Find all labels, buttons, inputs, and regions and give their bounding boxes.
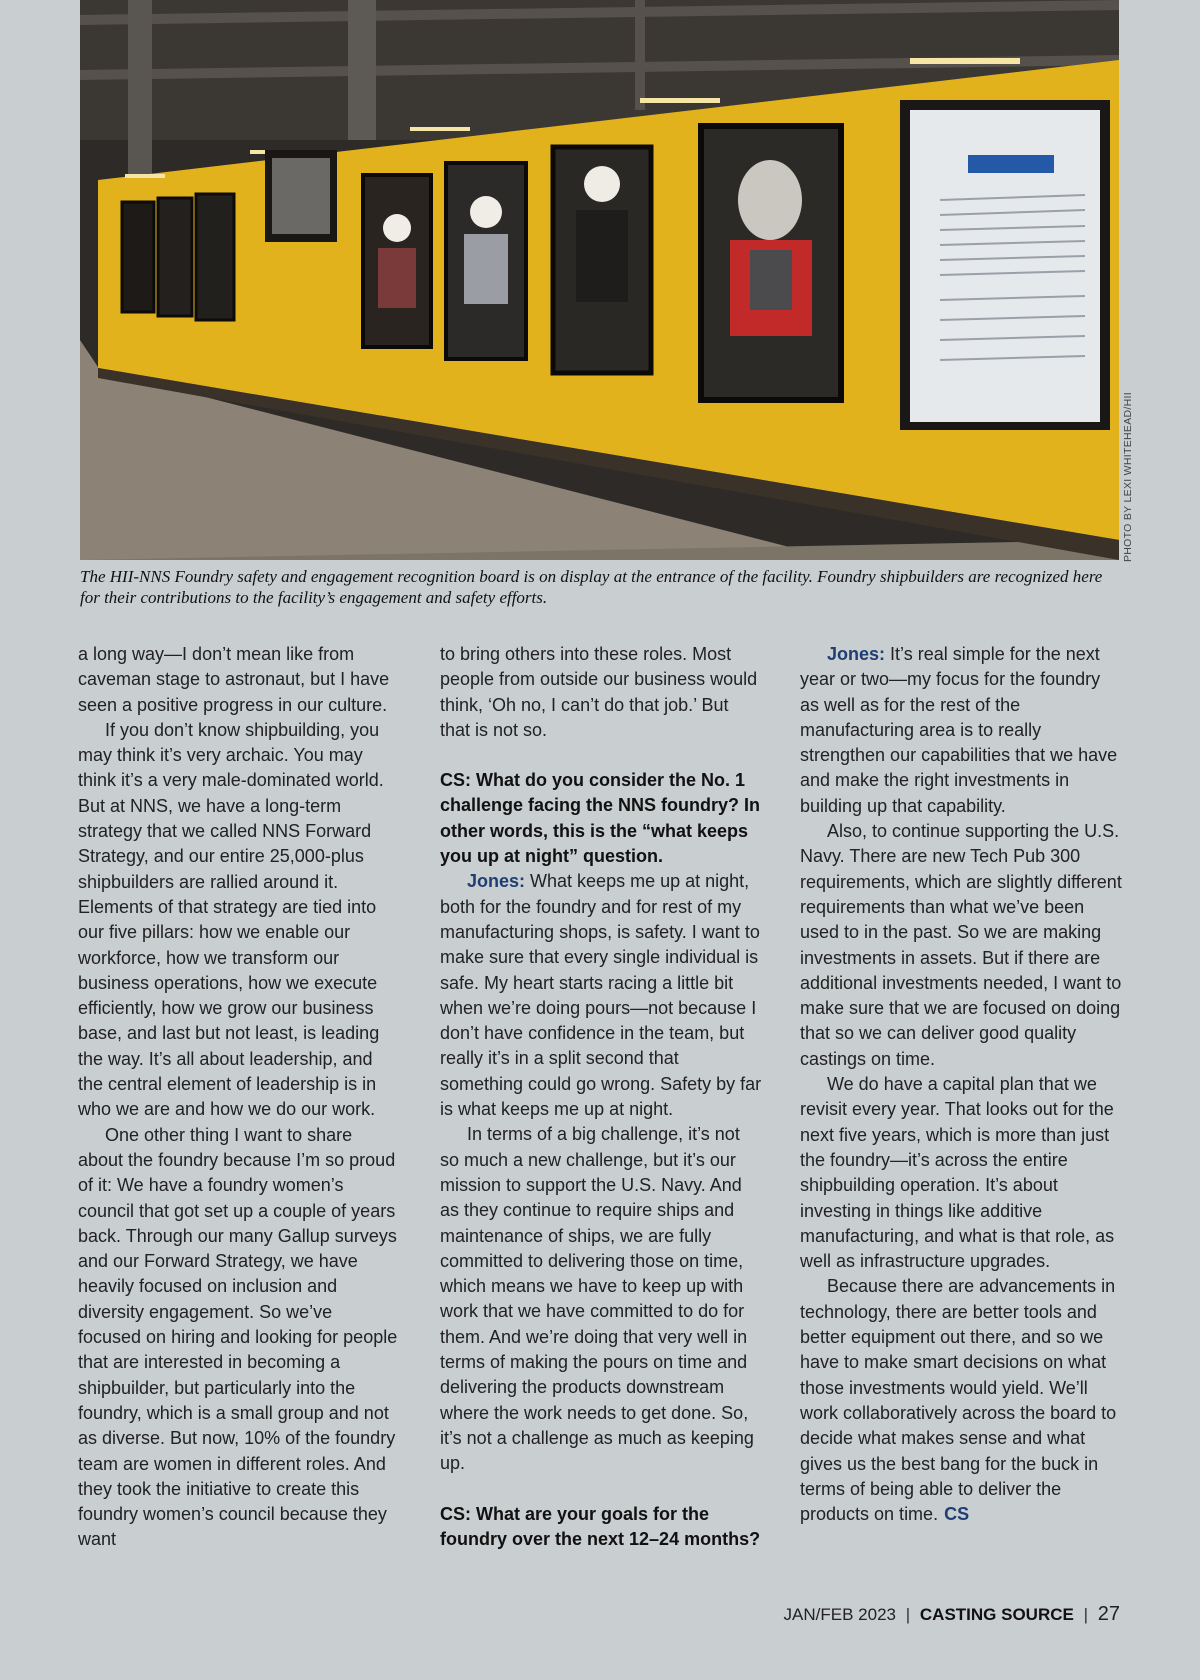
paragraph: One other thing I want to share about the foundry because I’m so proud of it: We have a foundry women’s council that got set up a couple of years back. Through our many Gallup surveys and our Forward Strategy, we have heavily focused on inclusion and diversity engagement. So we’ve focused on hiring and looking for people that are interested in becoming a shipbuilder, but particularly into the foundry, which is a small group and not as diverse. But now, 10% of the foundry team are women in different roles. And they took the initiative to create this foundry women’s council because they want (78, 1124, 398, 1550)
paragraph: a long way—I don’t mean like from caveman stage to astronaut, but I have seen a positive progress in our culture. (78, 644, 390, 715)
speaker-label: Jones: (827, 644, 886, 664)
answer-text: It’s real simple for the next year or two—my focus for the foundry as well as for the rest of the manufacturing area is to really strengthen our capabilities that we have and make the right investments in building up that capability. (800, 644, 1118, 816)
question-text: What are your goals for the foundry over the next 12–24 months? (440, 1503, 761, 1549)
article-column-3 (800, 642, 1122, 1527)
paragraph-text: Because there are advancements in technology, there are better tools and better equipment out there, and so we have to make smart decisions on what those investments would yield. We’ll work collaboratively across the board to decide what makes sense and what gives us the best bang for the buck in terms of being able to deliver the products on time. (800, 1276, 1117, 1525)
article-column-2 (440, 642, 762, 1552)
question-label: CS: (440, 770, 471, 791)
interview-answer (440, 869, 762, 1122)
photo-credit: PHOTO BY LEXI WHITEHEAD/HII (1122, 392, 1134, 562)
answer-text: What keeps me up at night, both for the foundry and for rest of my manufacturing shops, is safety. I want to make sure that every single individual is safe. My heart starts racing a little bit when we’re doing pours—not because I don’t have confidence in the team, but really it’s in a split second that something could go wrong. Safety by far is what keeps me up at night. (440, 871, 762, 1120)
footer-separator: | (1083, 1605, 1089, 1624)
paragraph: We do have a capital plan that we revisit every year. That looks out for the next five years, which is more than just the foundry—it’s across the entire shipbuilding operation. It’s about investing in things like additive manufacturing, and what is that role, as well as infrastructure upgrades. (800, 1074, 1115, 1272)
question-text: What do you consider the No. 1 challenge facing the NNS foundry? In other words, this is the “what keeps you up at night” question. (440, 770, 761, 867)
paragraph (800, 1274, 1122, 1527)
end-mark: CS (944, 1504, 970, 1525)
page-footer (784, 1603, 1120, 1626)
paragraph: to bring others into these roles. Most people from outside our business would think, ‘Oh no, I can’t do that job.’ But that is not so. (440, 644, 758, 740)
interview-question (440, 1502, 762, 1553)
article-column-1 (78, 642, 400, 1553)
paragraph: Also, to continue supporting the U.S. Navy. There are new Tech Pub 300 requirements, which are slightly different requirements than what we’ve been used to in the past. So we are making investments in assets. But if there are additional investments needed, I want to make sure that we are focused on doing that so we can deliver good quality castings on time. (800, 821, 1122, 1069)
photo-caption: The HII-NNS Foundry safety and engagement recognition board is on display at the entrance of the facility. Foundry shipbuilders are recognized here for their contributions to the facility’s engagement and safety efforts. (80, 567, 1103, 607)
issue-date: JAN/FEB 2023 (783, 1605, 896, 1624)
magazine-name: CASTING SOURCE (919, 1605, 1074, 1624)
foundry-recognition-board-photo (80, 0, 1119, 560)
interview-question (440, 768, 762, 869)
page-number: 27 (1097, 1603, 1120, 1625)
speaker-label: Jones: (467, 871, 526, 892)
footer-separator: | (905, 1605, 911, 1624)
question-label: CS: (440, 1503, 471, 1524)
paragraph: If you don’t know shipbuilding, you may think it’s very archaic. You may think it’s a very male-dominated world. But at NNS, we have a long-term strategy that we called NNS Forward Strategy, and our entire 25,000-plus shipbuilders are rallied around it. Elements of that strategy are tied into our five pillars: how we enable our workforce, how we transform our business operations, how we execute efficiently, how we grow our business base, and last but not least, is leading the way. It’s all about leadership, and the central element of leadership is in who we are and how we do our work. (78, 719, 384, 1120)
interview-answer (800, 642, 1122, 819)
paragraph: In terms of a big challenge, it’s not so much a new challenge, but it’s our mission to support the U.S. Navy. And as they continue to require ships and maintenance of ships, we are fully committed to delivering those on time, which means we have to keep up with work that we have committed to do for them. And we’re doing that very well in terms of making the pours on time and delivering the products downstream where the work needs to get done. So, it’s not a challenge as much as keeping up. (440, 1124, 754, 1474)
